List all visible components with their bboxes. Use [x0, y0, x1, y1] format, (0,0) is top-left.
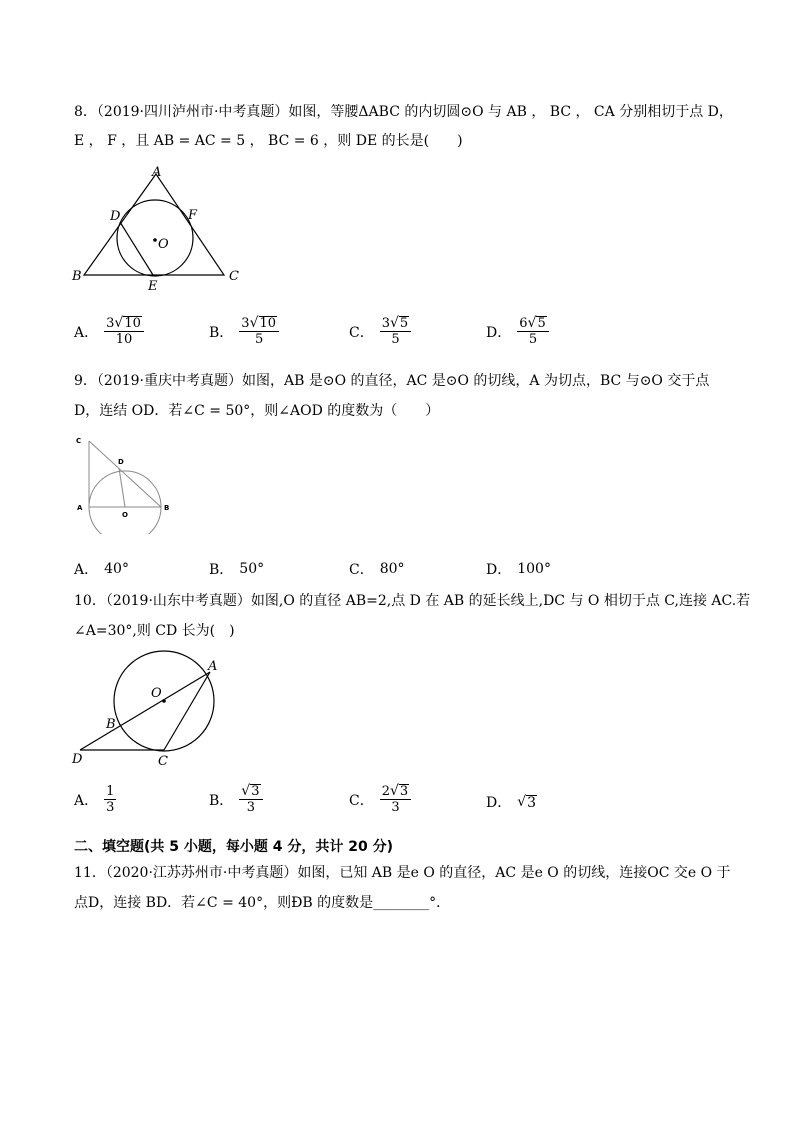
line-da — [80, 672, 210, 750]
segment-ac — [164, 672, 210, 750]
label-f: F — [188, 208, 198, 223]
section-fill-in-title: 二、填空题(共 5 小题，每小题 4 分，共计 20 分) — [74, 839, 394, 855]
q10-option-c[interactable]: C． 2 √ 3 3 — [349, 784, 411, 815]
label-d: D — [118, 458, 124, 466]
circle-o — [89, 471, 161, 534]
label-a: A — [208, 659, 218, 674]
q9-option-b[interactable]: B． 50° — [209, 561, 265, 578]
label-b: B — [106, 717, 116, 732]
q9-option-d[interactable]: D． 100° — [486, 561, 551, 578]
q8-text-line2: E ， F ，且 AB = AC = 5 ， BC = 6 ，则 DE 的长是( ) — [74, 133, 463, 149]
triangle-abc — [84, 174, 224, 275]
label-b: B — [72, 269, 82, 284]
incircle-o — [117, 200, 193, 276]
q10-option-b[interactable]: B． √ 3 3 — [209, 784, 263, 815]
q10-option-d[interactable]: D． √ 3 — [486, 793, 537, 811]
label-c: C — [229, 269, 239, 284]
q10-text-line2: ∠A=30°,则 CD 长为( ) — [74, 623, 235, 639]
q10-option-a[interactable]: A． $\frac{1}{3}$ — [74, 784, 115, 815]
q8-option-a[interactable]: A． 3 √ 10 10 — [74, 316, 144, 347]
label-o: O — [122, 511, 128, 519]
q9-option-a[interactable]: A． 40° — [74, 561, 129, 578]
label-c: C — [76, 437, 82, 445]
q9-text-line2: D，连结 OD．若∠C = 50°，则∠AOD 的度数为（ ） — [74, 403, 440, 419]
label-a: A — [152, 165, 162, 180]
center-point-o — [162, 699, 166, 703]
q8-option-d[interactable]: D． 6 √ 5 5 — [486, 316, 549, 347]
q10-text-line1: 10．（2019·山东中考真题）如图,O 的直径 AB=2,点 D 在 AB 的延长线上,DC 与 O 相切于点 C,连接 AC.若 — [74, 593, 751, 609]
label-c: C — [158, 754, 168, 769]
q9-circle-figure — [72, 434, 182, 534]
q8-option-b[interactable]: B． 3 √ 10 5 — [209, 316, 279, 347]
label-o: O — [158, 237, 169, 252]
q9-option-c[interactable]: C． 80° — [349, 561, 405, 578]
label-b: B — [164, 504, 170, 512]
q9-text-line1: 9．（2019·重庆中考真题）如图，AB 是⊙O 的直径，AC 是⊙O 的切线，A 为切点，BC 与⊙O 交于点 — [74, 373, 710, 389]
q11-text-line2: 点D，连接 BD．若∠C = 40°，则ÐB 的度数是________°． — [74, 895, 451, 911]
center-point-o — [153, 238, 157, 242]
label-e: E — [148, 279, 158, 294]
q10-circle-figure — [66, 646, 236, 770]
q8-text-line1: 8．（2019·四川泸州市·中考真题）如图，等腰ΔABC 的内切圆⊙O 与 AB ， BC ， CA 分别相切于点 D， — [74, 104, 733, 120]
segment-bc — [89, 441, 161, 507]
label-d: D — [110, 209, 121, 224]
segment-de — [120, 222, 153, 275]
label-d: D — [72, 752, 83, 767]
q11-text-line1: 11．（2020·江苏苏州市·中考真题）如图，已知 AB 是e O 的直径，AC 是e O 的切线，连接OC 交e O 于 — [74, 865, 731, 881]
label-o: O — [151, 686, 162, 701]
label-a: A — [77, 504, 83, 512]
q8-triangle-figure — [66, 162, 256, 294]
q8-option-c[interactable]: C． 3 √ 5 5 — [349, 316, 411, 347]
